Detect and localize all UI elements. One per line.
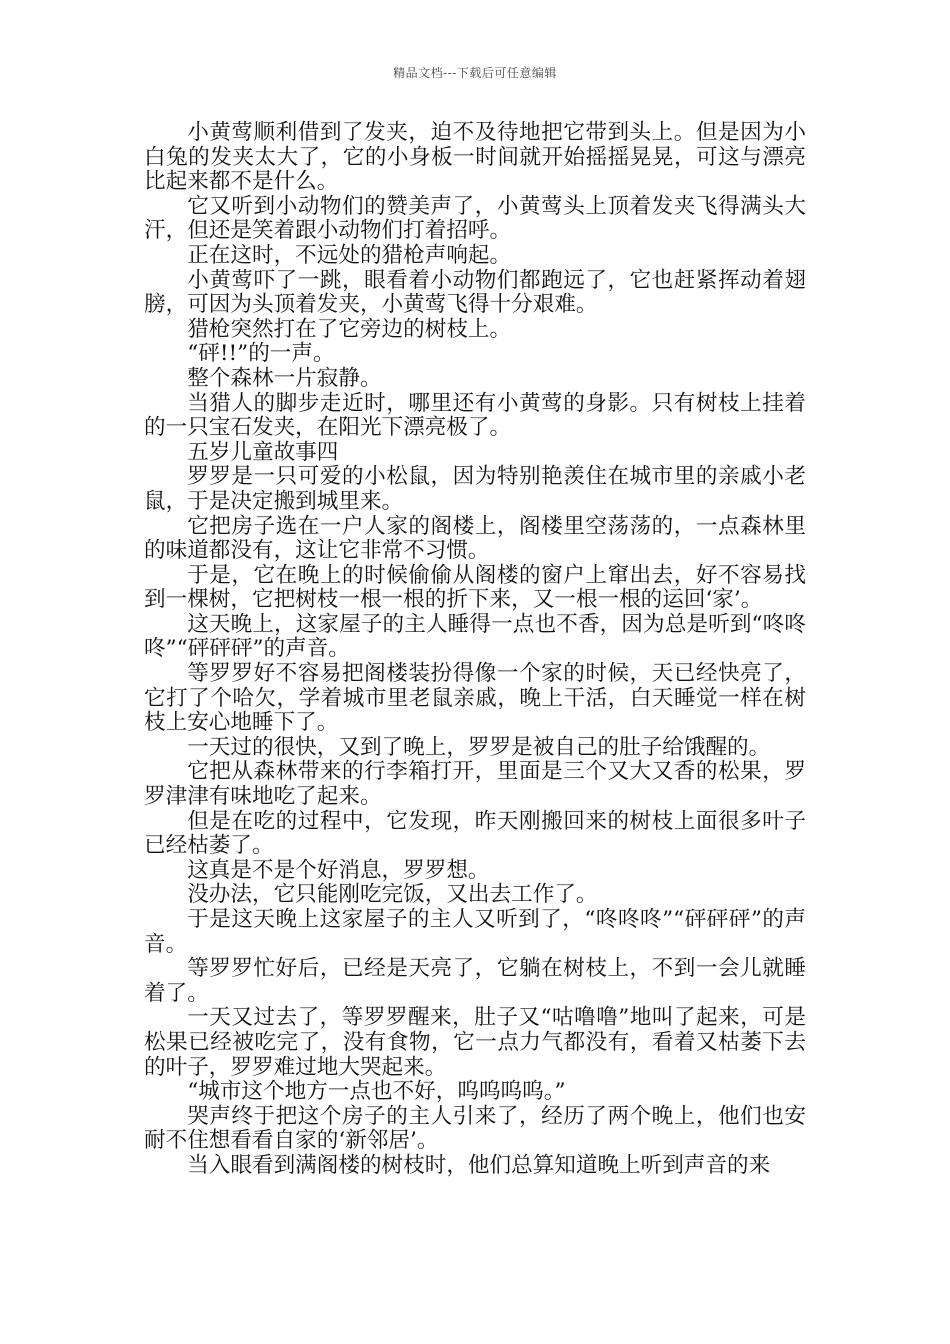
paragraph: “城市这个地方一点也不好，呜呜呜呜。” — [187, 1079, 566, 1105]
paragraph: 整个森林一片寂静。 — [187, 365, 382, 391]
paragraph: 等罗罗忙好后，已经是天亮了，它躺在树枝上，不到一会儿就睡着了。 — [144, 956, 806, 1006]
paragraph: 它把房子选在一户人家的阁楼上，阁楼里空荡荡的，一点森林里的味道都没有，这让它非常不习惯。 — [144, 513, 806, 564]
paragraph: 于是这天晚上这家屋子的主人又听到了，“咚咚咚”“砰砰砰”的声音。 — [144, 907, 806, 957]
paragraph: 哭声终于把这个房子的主人引来了，经历了两个晚上，他们也安耐不住想看看自家的‘新邻居’。 — [144, 1103, 806, 1154]
paragraph: 当猎人的脚步走近时，哪里还有小黄莺的身影。只有树枝上挂着的一只宝石发夹，在阳光下漂亮极了。 — [144, 390, 806, 441]
paragraph: “砰!!”的一声。 — [187, 341, 335, 367]
paragraph: 正在这时，不远处的猎枪声响起。 — [187, 242, 512, 268]
page-header: 精品文档---下载后可任意编辑 — [393, 66, 557, 80]
paragraph: 小黄莺顺利借到了发夹，迫不及待地把它带到头上。但是因为小白兔的发夹太大了，它的小身板一时间就开始摇摇晃晃，可这与漂亮比起来都不是什么。 — [144, 120, 806, 195]
paragraph: 但是在吃的过程中，它发现，昨天刚搬回来的树枝上面很多叶子已经枯萎了。 — [144, 808, 806, 859]
document-body — [144, 121, 806, 1179]
paragraph: 一天过的很快，又到了晚上，罗罗是被自己的肚子给饿醒的。 — [187, 734, 771, 760]
paragraph: 等罗罗好不容易把阁楼装扮得像一个家的时候，天已经快亮了，它打了个哈欠，学着城市里老鼠亲戚，晚上干活，白天睡觉一样在树枝上安心地睡下了。 — [144, 661, 806, 736]
section-title: 五岁儿童故事四 — [187, 439, 339, 465]
paragraph: 于是，它在晚上的时候偷偷从阁楼的窗户上窜出去，好不容易找到一棵树，它把树枝一根一根的折下来，又一根一根的运回‘家’。 — [144, 562, 806, 613]
paragraph: 这真是不是个好消息，罗罗想。 — [187, 857, 490, 883]
paragraph: 猎枪突然打在了它旁边的树枝上。 — [187, 316, 512, 342]
paragraph: 一天又过去了，等罗罗醒来，肚子又“咕噜噜”地叫了起来，可是松果已经被吃完了，没有食物，它一点力气都没有，看着又枯萎下去的叶子，罗罗难过地大哭起来。 — [144, 1005, 806, 1080]
paragraph: 当入眼看到满阁楼的树枝时，他们总算知道晚上听到声音的来 — [187, 1152, 771, 1178]
paragraph: 罗罗是一只可爱的小松鼠，因为特别艳羡住在城市里的亲戚小老鼠，于是决定搬到城里来。 — [144, 464, 806, 514]
paragraph: 小黄莺吓了一跳，眼看着小动物们都跑远了，它也赶紧挥动着翅膀，可因为头顶着发夹，小黄莺飞得十分艰难。 — [144, 267, 806, 318]
paragraph: 没办法，它只能刚吃完饭，又出去工作了。 — [187, 882, 598, 908]
paragraph: 它又听到小动物们的赞美声了，小黄莺头上顶着发夹飞得满头大汗，但还是笑着跟小动物们打着招呼。 — [144, 193, 806, 244]
paragraph: 这天晚上，这家屋子的主人睡得一点也不香，因为总是听到“咚咚咚”“砰砰砰”的声音。 — [144, 611, 806, 662]
paragraph: 它把从森林带来的行李箱打开，里面是三个又大又香的松果，罗罗津津有味地吃了起来。 — [144, 759, 806, 810]
